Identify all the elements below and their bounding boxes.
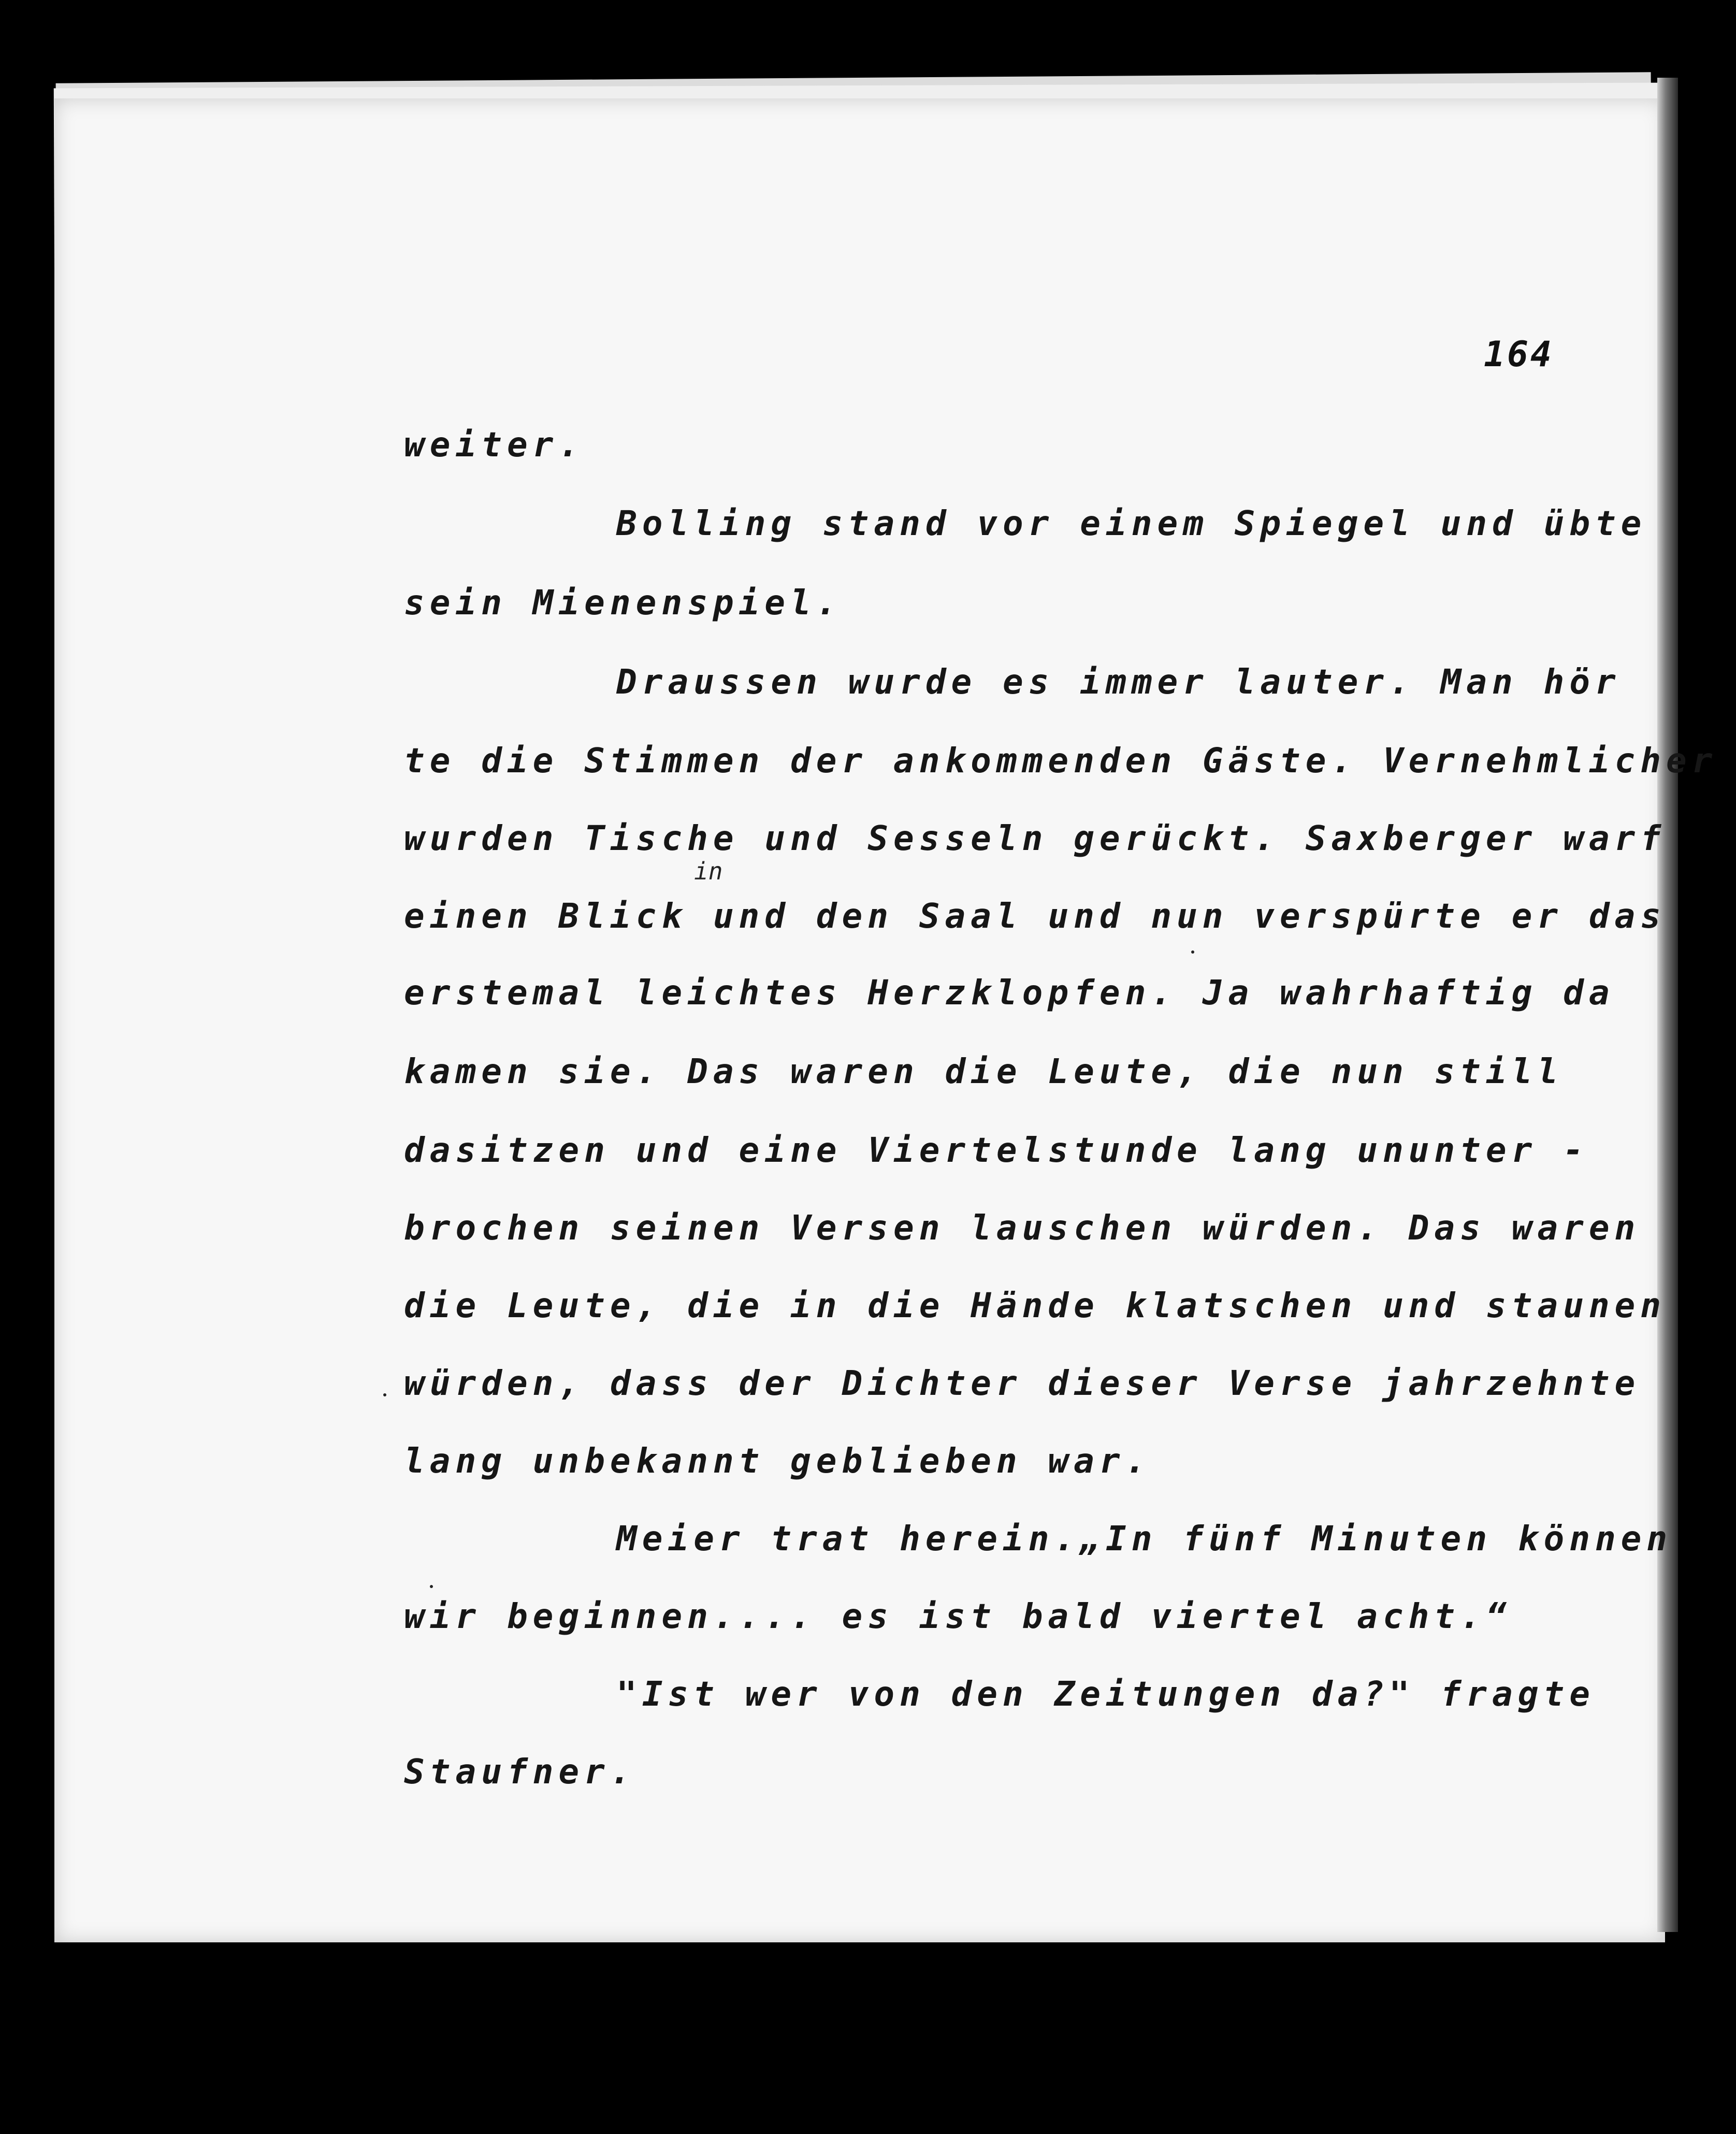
text-line: wir beginnen.... es ist bald viertel acht.“	[404, 1596, 1512, 1636]
text-line: wurden Tische und Sesseln gerückt. Saxberger warf	[404, 818, 1667, 858]
text-line: Bolling stand vor einem Spiegel und übte	[616, 503, 1647, 543]
text-line: sein Mienenspiel.	[404, 583, 842, 623]
text-line: weiter.	[404, 425, 585, 465]
handwritten-correction: in	[694, 857, 723, 885]
text-line: lang unbekannt geblieben war.	[404, 1441, 1151, 1481]
ink-dot	[430, 1585, 433, 1588]
text-line: brochen seinen Versen lauschen würden. Das waren	[404, 1208, 1641, 1248]
text-line: "Ist wer von den Zeitungen da?" fragte	[616, 1674, 1595, 1714]
ink-dot	[1191, 950, 1194, 954]
typed-page	[54, 98, 1665, 1942]
text-line: die Leute, die in die Hände klatschen und staunen	[404, 1286, 1667, 1325]
text-line: Draussen wurde es immer lauter. Man hör	[616, 662, 1621, 702]
text-line: einen Blick und den Saal und nun verspürte er das	[404, 896, 1667, 936]
text-line: dasitzen und eine Viertelstunde lang ununter -	[404, 1130, 1589, 1170]
page-number: 164	[1484, 334, 1554, 375]
text-line: kamen sie. Das waren die Leute, die nun still	[404, 1051, 1564, 1091]
text-line: Staufner.	[404, 1752, 636, 1792]
text-line: Meier trat herein.„In fünf Minuten können	[616, 1519, 1673, 1559]
text-line: würden, dass der Dichter dieser Verse jahrzehnte	[404, 1363, 1641, 1403]
text-line: erstemal leichtes Herzklopfen. Ja wahrhaftig da	[404, 973, 1615, 1013]
ink-dot	[383, 1393, 386, 1396]
page-edge-shadow	[1657, 78, 1678, 1932]
text-line: te die Stimmen der ankommenden Gäste. Vernehmlicher	[404, 741, 1718, 781]
